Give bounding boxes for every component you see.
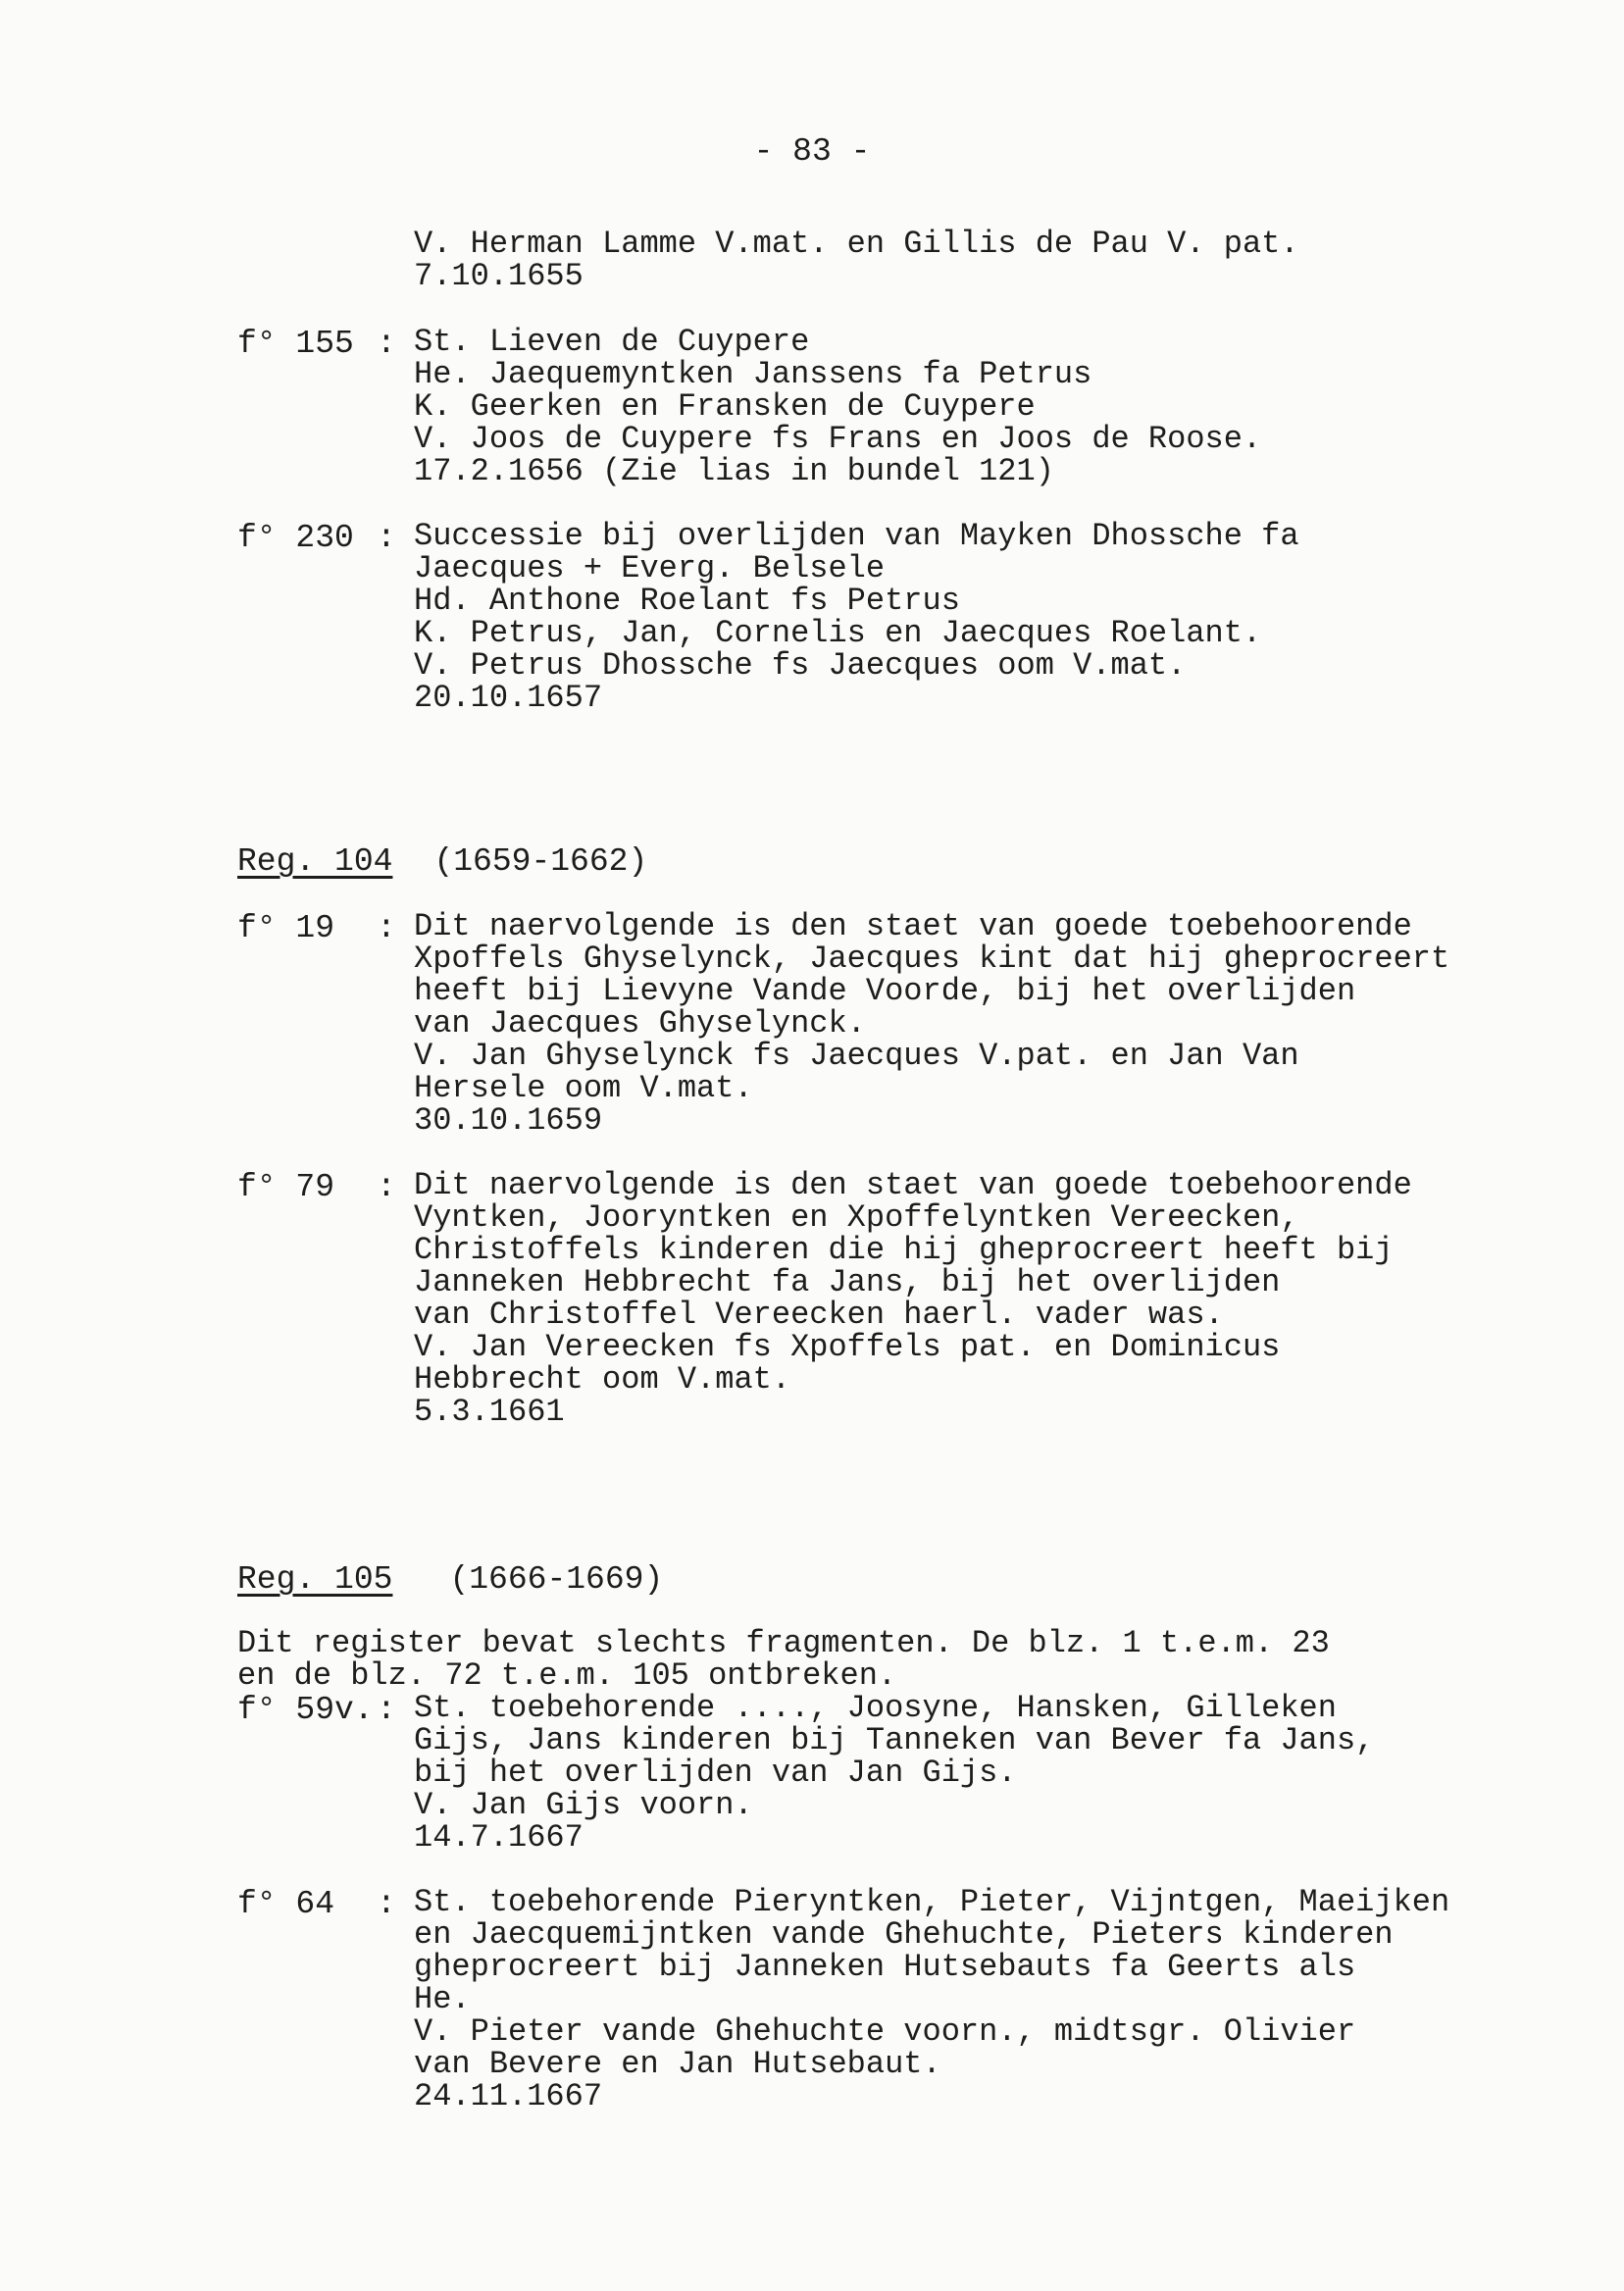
folio-label: f° 59v. — [237, 1692, 374, 1728]
entry-line: V. Herman Lamme V.mat. en Gillis de Pau V. pat. — [414, 226, 1299, 262]
register-heading-105 — [237, 1561, 663, 1598]
entry-line: V. Petrus Dhossche fs Jaecques oom V.mat. — [414, 647, 1187, 684]
register-years: (1666-1669) — [449, 1561, 664, 1598]
folio-label: f° 64 — [237, 1886, 335, 1922]
entry-line: St. Lieven de Cuypere — [414, 324, 810, 360]
register-intro — [237, 1627, 1330, 1692]
entry-line: Dit naervolgende is den staet van goede toebehoorende — [414, 1167, 1412, 1203]
folio-label: f° 19 — [237, 910, 335, 946]
entry-line: V. Joos de Cuypere fs Frans en Joos de Roose. — [414, 421, 1262, 457]
colon: : — [377, 326, 396, 362]
entry-line: St. toebehorende Pieryntken, Pieter, Vijntgen, Maeijken — [414, 1884, 1450, 1920]
entry-text — [414, 1886, 1449, 2113]
entry-line: gheprocreert bij Janneken Hutsebauts fa Geerts als — [414, 1949, 1356, 1985]
intro-line: en de blz. 72 t.e.m. 105 ontbreken. — [237, 1657, 897, 1694]
entry-line: He. Jaequemyntken Janssens fa Petrus — [414, 356, 1092, 392]
register-heading-104 — [237, 843, 647, 880]
entry-line: Xpoffels Ghyselynck, Jaecques kint dat hij gheprocreert — [414, 941, 1450, 977]
entry-line: He. — [414, 1981, 471, 2017]
entry-line: 24.11.1667 — [414, 2078, 603, 2114]
entry-line: Hd. Anthone Roelant fs Petrus — [414, 583, 960, 619]
entry-line: 5.3.1661 — [414, 1394, 565, 1430]
colon: : — [377, 1169, 396, 1205]
entry-line: V. Pieter vande Ghehuchte voorn., midtsgr. Olivier — [414, 2013, 1356, 2050]
entry-line: St. toebehorende ...., Joosyne, Hansken, Gilleken — [414, 1690, 1337, 1726]
entry-line: Janneken Hebbrecht fa Jans, bij het overlijden — [414, 1264, 1281, 1300]
intro-line: Dit register bevat slechts fragmenten. De blz. 1 t.e.m. 23 — [237, 1625, 1330, 1661]
entry-line: V. Jan Gijs voorn. — [414, 1787, 753, 1823]
entry-text — [414, 228, 1299, 292]
entry-line: van Bevere en Jan Hutsebaut. — [414, 2046, 941, 2082]
entry-line: 20.10.1657 — [414, 680, 603, 716]
entry-line: Hersele oom V.mat. — [414, 1070, 753, 1106]
entry-line: van Christoffel Vereecken haerl. vader was. — [414, 1297, 1224, 1333]
entry-line: 30.10.1659 — [414, 1102, 603, 1139]
entry-line: K. Petrus, Jan, Cornelis en Jaecques Roelant. — [414, 615, 1262, 651]
entry-text — [414, 910, 1449, 1137]
entry-line: V. Jan Ghyselynck fs Jaecques V.pat. en Jan Van — [414, 1038, 1299, 1074]
register-label: Reg. 105 — [237, 1561, 393, 1598]
page-number: - 83 - — [753, 133, 871, 170]
entry-line: Successie bij overlijden van Mayken Dhossche fa — [414, 518, 1299, 554]
entry-line: 17.2.1656 (Zie lias in bundel 121) — [414, 453, 1054, 489]
entry-line: heeft bij Lievyne Vande Voorde, bij het overlijden — [414, 973, 1356, 1009]
colon: : — [377, 910, 396, 946]
register-years: (1659-1662) — [433, 843, 648, 880]
colon: : — [377, 1886, 396, 1922]
colon: : — [377, 1692, 396, 1728]
entry-text — [414, 326, 1261, 487]
entry-line: Dit naervolgende is den staet van goede toebehoorende — [414, 908, 1412, 944]
entry-line: Jaecques + Everg. Belsele — [414, 550, 886, 586]
entry-text — [414, 1169, 1412, 1428]
entry-line: 14.7.1667 — [414, 1819, 584, 1856]
entry-line: Gijs, Jans kinderen bij Tanneken van Bever fa Jans, — [414, 1722, 1375, 1758]
folio-label: f° 155 — [237, 326, 354, 362]
entry-line: Hebbrecht oom V.mat. — [414, 1361, 791, 1398]
entry-line: 7.10.1655 — [414, 258, 584, 294]
entry-line: bij het overlijden van Jan Gijs. — [414, 1755, 1017, 1791]
entry-text — [414, 1692, 1374, 1854]
entry-text — [414, 520, 1299, 714]
entry-line: K. Geerken en Fransken de Cuypere — [414, 388, 1036, 425]
entry-line: Vyntken, Jooryntken en Xpoffelyntken Vereecken, — [414, 1199, 1299, 1236]
entry-line: Christoffels kinderen die hij gheprocreert heeft bij — [414, 1232, 1394, 1268]
entry-line: van Jaecques Ghyselynck. — [414, 1005, 866, 1042]
folio-label: f° 230 — [237, 520, 354, 556]
folio-label: f° 79 — [237, 1169, 335, 1205]
entry-line: en Jaecquemijntken vande Ghehuchte, Pieters kinderen — [414, 1916, 1394, 1953]
colon: : — [377, 520, 396, 556]
entry-line: V. Jan Vereecken fs Xpoffels pat. en Dominicus — [414, 1329, 1281, 1365]
register-label: Reg. 104 — [237, 843, 393, 880]
